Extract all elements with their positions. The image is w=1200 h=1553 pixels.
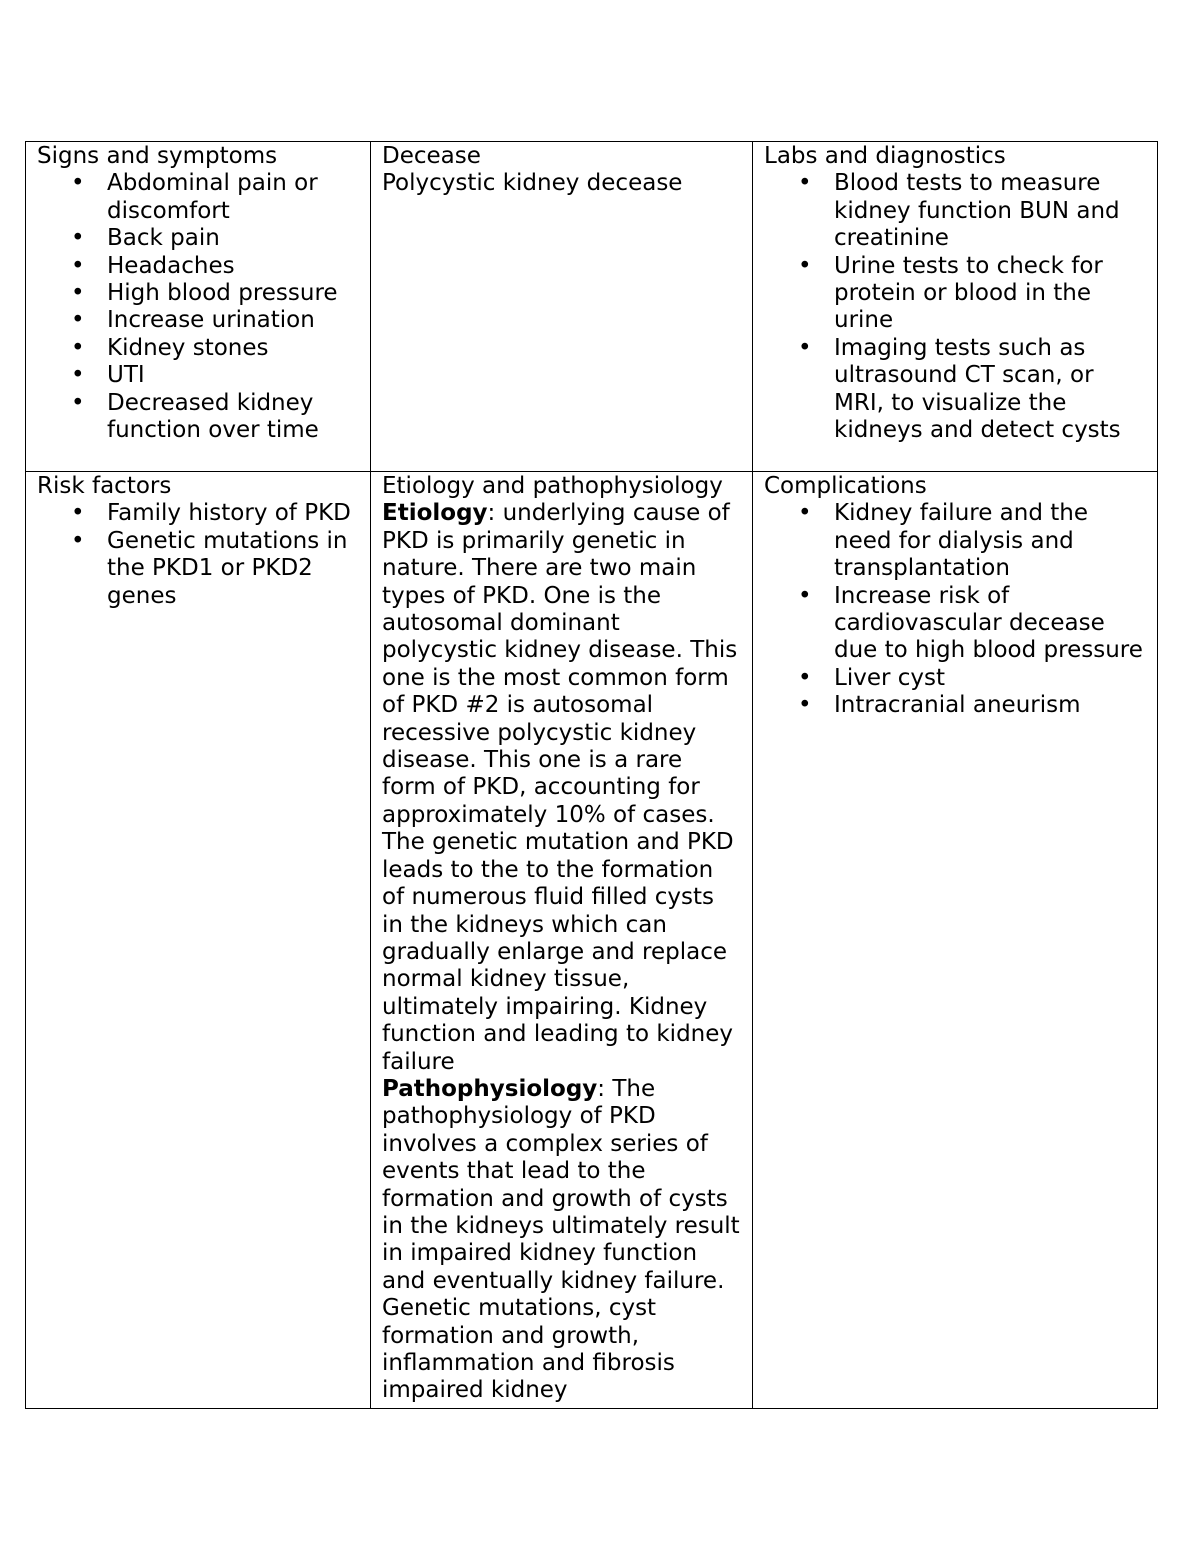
signs-symptoms-heading: Signs and symptoms <box>37 143 278 169</box>
complications-heading: Complications <box>764 473 927 499</box>
risk-factors-heading: Risk factors <box>37 473 172 499</box>
bullet-icon: • <box>71 307 85 334</box>
table-row-bottom <box>26 472 1158 1409</box>
labs-list <box>764 170 1147 444</box>
disease-heading: Decease <box>382 143 481 169</box>
list-item: • Blood tests to measure kidney function BUN and creatinine <box>798 170 1120 252</box>
list-item: • UTI <box>71 362 145 389</box>
bullet-icon: • <box>71 389 85 416</box>
bullet-icon: • <box>798 334 812 361</box>
list-item: • Increase urination <box>71 307 315 334</box>
bullet-icon: • <box>798 252 812 279</box>
list-item: • Decreased kidney function over time <box>71 389 319 444</box>
bullet-icon: • <box>798 170 812 197</box>
bullet-icon: • <box>71 527 85 554</box>
list-item: • Liver cyst <box>798 664 945 691</box>
labs-heading: Labs and diagnostics <box>764 143 1006 169</box>
table-row-top <box>26 142 1158 472</box>
list-item: • Increase risk of cardiovascular decease due to high blood pressure <box>798 582 1143 664</box>
bullet-icon: • <box>798 500 812 527</box>
bullet-icon: • <box>71 334 85 361</box>
risk-factors-list <box>37 500 360 610</box>
labs-diagnostics-cell <box>753 142 1158 472</box>
list-item: • Imaging tests such as ultrasound CT scan, or MRI, to visualize the kidneys and detect cysts <box>798 334 1121 444</box>
pathophysiology-label: Pathophysiology <box>382 1075 598 1102</box>
complications-list <box>764 500 1147 719</box>
list-item: • Intracranial aneurism <box>798 692 1081 719</box>
signs-symptoms-list <box>37 170 360 444</box>
pathophysiology-paragraph: Pathophysiology: The pathophysiology of PKD involves a complex series of events that lead to the formation and growth of cysts in the kidneys ultimately result in impaired kidney function and eventually kidney failure. Genetic mutations, cyst formation and growth, inflammation and fibrosis impaired kidney <box>382 1075 740 1404</box>
etiology-heading: Etiology and pathophysiology <box>382 473 723 499</box>
disease-name: Polycystic kidney decease <box>382 170 683 197</box>
complications-cell <box>753 472 1158 1409</box>
list-item: • Genetic mutations in the PKD1 or PKD2 genes <box>71 527 348 609</box>
bullet-icon: • <box>71 280 85 307</box>
list-item: • Kidney failure and the need for dialysis and transplantation <box>798 500 1089 582</box>
list-item: • Abdominal pain or discomfort <box>71 170 318 224</box>
list-item: • Headaches <box>71 252 235 279</box>
bullet-icon: • <box>798 692 812 719</box>
etiology-label: Etiology <box>382 500 488 527</box>
list-item: • Kidney stones <box>71 334 269 361</box>
bullet-icon: • <box>71 500 85 527</box>
bullet-icon: • <box>798 664 812 691</box>
concept-map-table <box>25 141 1158 1409</box>
list-item: • Family history of PKD <box>71 500 351 527</box>
bullet-icon: • <box>71 362 85 389</box>
signs-symptoms-cell <box>26 142 371 472</box>
bullet-icon: • <box>71 252 85 279</box>
bullet-icon: • <box>71 225 85 252</box>
list-item: • High blood pressure <box>71 280 338 307</box>
etiology-pathophysiology-cell <box>371 472 753 1409</box>
bullet-icon: • <box>71 170 85 197</box>
disease-cell <box>371 142 753 472</box>
etiology-paragraph: Etiology: underlying cause of PKD is primarily genetic in nature. There are two main types of PKD. One is the autosomal dominant polycystic kidney disease. This one is the most common form of PKD #2 is autosomal recessive polycystic kidney disease. This one is a rare form of PKD, accounting for approximately 10% of cases. The genetic mutation and PKD leads to the to the formation of numerous fluid filled cysts in the kidneys which can gradually enlarge and replace normal kidney tissue, ultimately impairing. Kidney function and leading to kidney failure <box>382 500 738 1075</box>
risk-factors-cell <box>26 472 371 1409</box>
list-item: • Urine tests to check for protein or blood in the urine <box>798 252 1103 334</box>
list-item: • Back pain <box>71 225 220 252</box>
bullet-icon: • <box>798 582 812 609</box>
